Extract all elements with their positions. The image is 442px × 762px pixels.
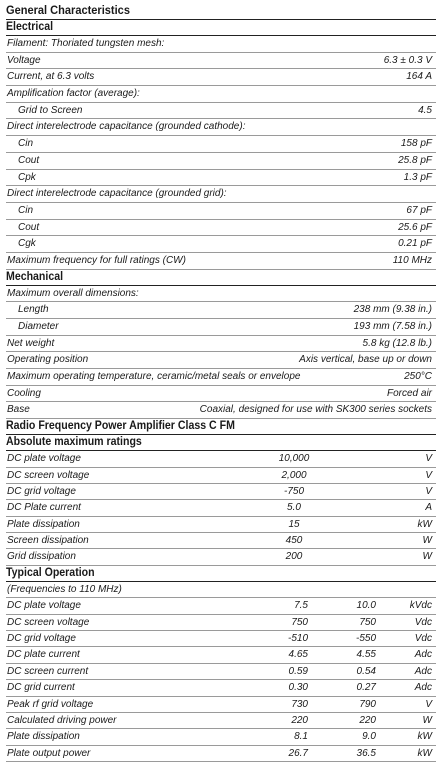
spec-label: Plate dissipation bbox=[7, 518, 80, 530]
spec-unit: V bbox=[425, 469, 432, 481]
spec-label: Calculated driving power bbox=[7, 714, 117, 726]
spec-label: Voltage bbox=[7, 54, 41, 66]
spec-row-cgk bbox=[6, 236, 436, 253]
spec-value: Coaxial, designed for use with SK300 series sockets bbox=[199, 404, 432, 416]
table-row bbox=[6, 697, 436, 713]
spec-row-cpk bbox=[6, 170, 436, 187]
spec-unit: kVdc bbox=[409, 600, 432, 612]
table-row bbox=[6, 468, 436, 484]
spec-value-2: 220 bbox=[359, 714, 376, 726]
section-typical bbox=[6, 565, 436, 582]
table-row bbox=[6, 615, 436, 631]
spec-label: Plate dissipation bbox=[7, 731, 80, 743]
spec-label: Cpk bbox=[18, 171, 36, 183]
spec-value-2: 0.54 bbox=[356, 665, 376, 677]
spec-row-grid-to-screen bbox=[6, 103, 436, 120]
table-row bbox=[6, 647, 436, 663]
spec-value-1: 0.59 bbox=[288, 665, 308, 677]
spec-value: 200 bbox=[285, 551, 303, 563]
spec-unit: Vdc bbox=[414, 633, 432, 645]
spec-label: DC screen voltage bbox=[7, 616, 90, 628]
spec-label: Diameter bbox=[18, 321, 59, 332]
table-row bbox=[6, 451, 436, 467]
spec-row-max-dims bbox=[6, 286, 436, 303]
spec-value: 25.8 pF bbox=[398, 154, 432, 166]
spec-value-1: 0.30 bbox=[288, 682, 308, 694]
spec-value-1: 730 bbox=[291, 698, 308, 710]
spec-row-net-weight bbox=[6, 336, 436, 353]
spec-row-cooling bbox=[6, 386, 436, 403]
spec-value: 15 bbox=[288, 518, 300, 530]
spec-value-1: 220 bbox=[291, 714, 308, 726]
spec-label: Net weight bbox=[7, 337, 55, 349]
spec-value: 25.6 pF bbox=[398, 221, 432, 233]
spec-row-amp-factor bbox=[6, 86, 436, 103]
spec-value-2: -550 bbox=[355, 633, 376, 645]
spec-value: -750 bbox=[283, 485, 304, 497]
spec-label: Length bbox=[18, 304, 49, 316]
spec-value: 158 pF bbox=[400, 138, 432, 150]
spec-label: Maximum operating temperature, ceramic/metal seals or envelope bbox=[7, 371, 301, 383]
spec-row-current bbox=[6, 69, 436, 86]
spec-value-1: 750 bbox=[291, 616, 308, 628]
spec-row-cin bbox=[6, 136, 436, 153]
spec-row-base bbox=[6, 402, 436, 419]
spec-label: DC plate current bbox=[7, 649, 80, 661]
table-row bbox=[6, 500, 436, 516]
spec-value-2: 9.0 bbox=[362, 731, 376, 743]
spec-label: Cin bbox=[18, 138, 34, 150]
typical-freq-note bbox=[6, 582, 436, 598]
spec-label: Operating position bbox=[7, 354, 89, 366]
section-mechanical-heading: Mechanical bbox=[6, 270, 64, 283]
spec-label: Direct interelectrode capacitance (grounded grid): bbox=[7, 188, 227, 200]
spec-label: DC plate voltage bbox=[7, 453, 81, 465]
spec-label: DC grid current bbox=[7, 682, 75, 694]
spec-label: Cin bbox=[18, 204, 34, 216]
spec-label: DC plate voltage bbox=[7, 600, 81, 612]
spec-value: 193 mm (7.58 in.) bbox=[353, 321, 432, 332]
spec-value-2: 790 bbox=[359, 698, 376, 710]
table-row bbox=[6, 631, 436, 647]
spec-unit: Adc bbox=[414, 649, 432, 661]
spec-label: Cooling bbox=[7, 387, 41, 399]
spec-label: Current, at 6.3 volts bbox=[7, 71, 95, 83]
spec-label: DC grid voltage bbox=[7, 485, 76, 497]
spec-value: 450 bbox=[285, 535, 303, 547]
spec-value: 5.8 kg (12.8 lb.) bbox=[362, 337, 432, 349]
spec-label: Direct interelectrode capacitance (grounded cathode): bbox=[7, 121, 246, 133]
spec-value: 250°C bbox=[404, 371, 432, 383]
section-electrical bbox=[6, 19, 436, 36]
spec-value: 6.3 ± 0.3 V bbox=[383, 54, 432, 66]
section-typical-heading: Typical Operation bbox=[6, 566, 95, 579]
spec-label: Peak rf grid voltage bbox=[7, 698, 94, 710]
spec-label: DC screen current bbox=[7, 665, 89, 677]
spec-unit: V bbox=[425, 485, 432, 497]
spec-label: Grid dissipation bbox=[7, 551, 76, 563]
section-mechanical bbox=[6, 269, 436, 286]
spec-row-diameter bbox=[6, 319, 436, 336]
spec-value: Forced air bbox=[386, 387, 432, 399]
spec-value-1: 8.1 bbox=[294, 731, 308, 743]
spec-value: 2,000 bbox=[281, 469, 307, 481]
spec-value: 238 mm (9.38 in.) bbox=[353, 304, 432, 316]
spec-value: 1.3 pF bbox=[403, 171, 432, 183]
spec-value: 4.5 bbox=[418, 104, 432, 116]
table-row bbox=[6, 729, 436, 745]
spec-sheet bbox=[6, 2, 436, 762]
typical-table bbox=[6, 598, 436, 762]
spec-row-cout bbox=[6, 153, 436, 170]
spec-unit: W bbox=[422, 535, 432, 547]
table-row bbox=[6, 664, 436, 680]
page-title: General Characteristics bbox=[6, 2, 402, 20]
spec-unit: Adc bbox=[414, 665, 432, 677]
spec-label: Maximum frequency for full ratings (CW) bbox=[7, 254, 186, 266]
spec-label: (Frequencies to 110 MHz) bbox=[7, 583, 122, 595]
spec-row-length bbox=[6, 302, 436, 319]
abs-max-table bbox=[6, 451, 436, 566]
spec-value-2: 750 bbox=[359, 616, 376, 628]
spec-value-1: 7.5 bbox=[294, 600, 308, 612]
spec-unit: W bbox=[422, 714, 432, 726]
spec-row-voltage bbox=[6, 53, 436, 70]
table-row bbox=[6, 517, 436, 533]
spec-unit: Vdc bbox=[414, 616, 432, 628]
spec-label: DC Plate current bbox=[7, 502, 81, 514]
spec-label: Amplification factor (average): bbox=[7, 88, 140, 100]
spec-row-cap-grid bbox=[6, 186, 436, 203]
spec-unit: kW bbox=[417, 747, 432, 759]
section-abs-max bbox=[6, 434, 436, 451]
spec-label: DC screen voltage bbox=[7, 469, 90, 481]
spec-unit: V bbox=[425, 453, 432, 465]
spec-value-2: 0.27 bbox=[356, 682, 376, 694]
spec-value-1: -510 bbox=[287, 633, 308, 645]
table-row bbox=[6, 746, 436, 762]
table-row bbox=[6, 484, 436, 500]
spec-row-filament bbox=[6, 36, 436, 53]
spec-label: Screen dissipation bbox=[7, 535, 89, 547]
section-abs-max-heading: Absolute maximum ratings bbox=[6, 436, 142, 449]
spec-value: 110 MHz bbox=[392, 254, 432, 266]
spec-label: Grid to Screen bbox=[18, 104, 83, 116]
table-row bbox=[6, 549, 436, 565]
spec-unit: V bbox=[425, 698, 432, 710]
table-row bbox=[6, 713, 436, 729]
spec-label: Maximum overall dimensions: bbox=[7, 287, 139, 299]
spec-label: Cout bbox=[18, 221, 40, 233]
spec-value: 164 A bbox=[406, 71, 432, 83]
spec-unit: W bbox=[422, 551, 432, 563]
spec-row-cin bbox=[6, 203, 436, 220]
spec-label: Plate output power bbox=[7, 747, 91, 759]
spec-unit: kW bbox=[417, 731, 432, 743]
spec-label: Filament: Thoriated tungsten mesh: bbox=[7, 38, 165, 49]
spec-value-1: 26.7 bbox=[288, 747, 308, 759]
section-electrical-heading: Electrical bbox=[6, 21, 54, 33]
table-row bbox=[6, 680, 436, 696]
spec-value: 5.0 bbox=[287, 502, 301, 514]
section-rf-heading: Radio Frequency Power Amplifier Class C FM bbox=[6, 420, 235, 433]
spec-label: Base bbox=[7, 404, 30, 416]
spec-value-2: 4.55 bbox=[356, 649, 376, 661]
spec-row-cap-cathode bbox=[6, 119, 436, 136]
table-row bbox=[6, 598, 436, 614]
spec-value: 0.21 pF bbox=[398, 238, 432, 250]
table-row bbox=[6, 533, 436, 549]
spec-row-op-position bbox=[6, 352, 436, 369]
spec-row-cout bbox=[6, 220, 436, 237]
spec-unit: Adc bbox=[414, 682, 432, 694]
spec-value-1: 4.65 bbox=[288, 649, 308, 661]
spec-label: DC grid voltage bbox=[7, 633, 76, 645]
spec-row-max-temp bbox=[6, 369, 436, 386]
spec-value: Axis vertical, base up or down bbox=[299, 354, 432, 366]
spec-label: Cgk bbox=[18, 238, 36, 250]
spec-label: Cout bbox=[18, 154, 40, 166]
spec-value-2: 36.5 bbox=[356, 747, 376, 759]
spec-value: 67 pF bbox=[406, 204, 432, 216]
spec-unit: kW bbox=[417, 518, 432, 530]
spec-value-2: 10.0 bbox=[356, 600, 376, 612]
section-rf bbox=[6, 418, 436, 435]
spec-value: 10,000 bbox=[278, 453, 310, 465]
spec-row-max-freq bbox=[6, 253, 436, 270]
spec-unit: A bbox=[425, 502, 432, 514]
